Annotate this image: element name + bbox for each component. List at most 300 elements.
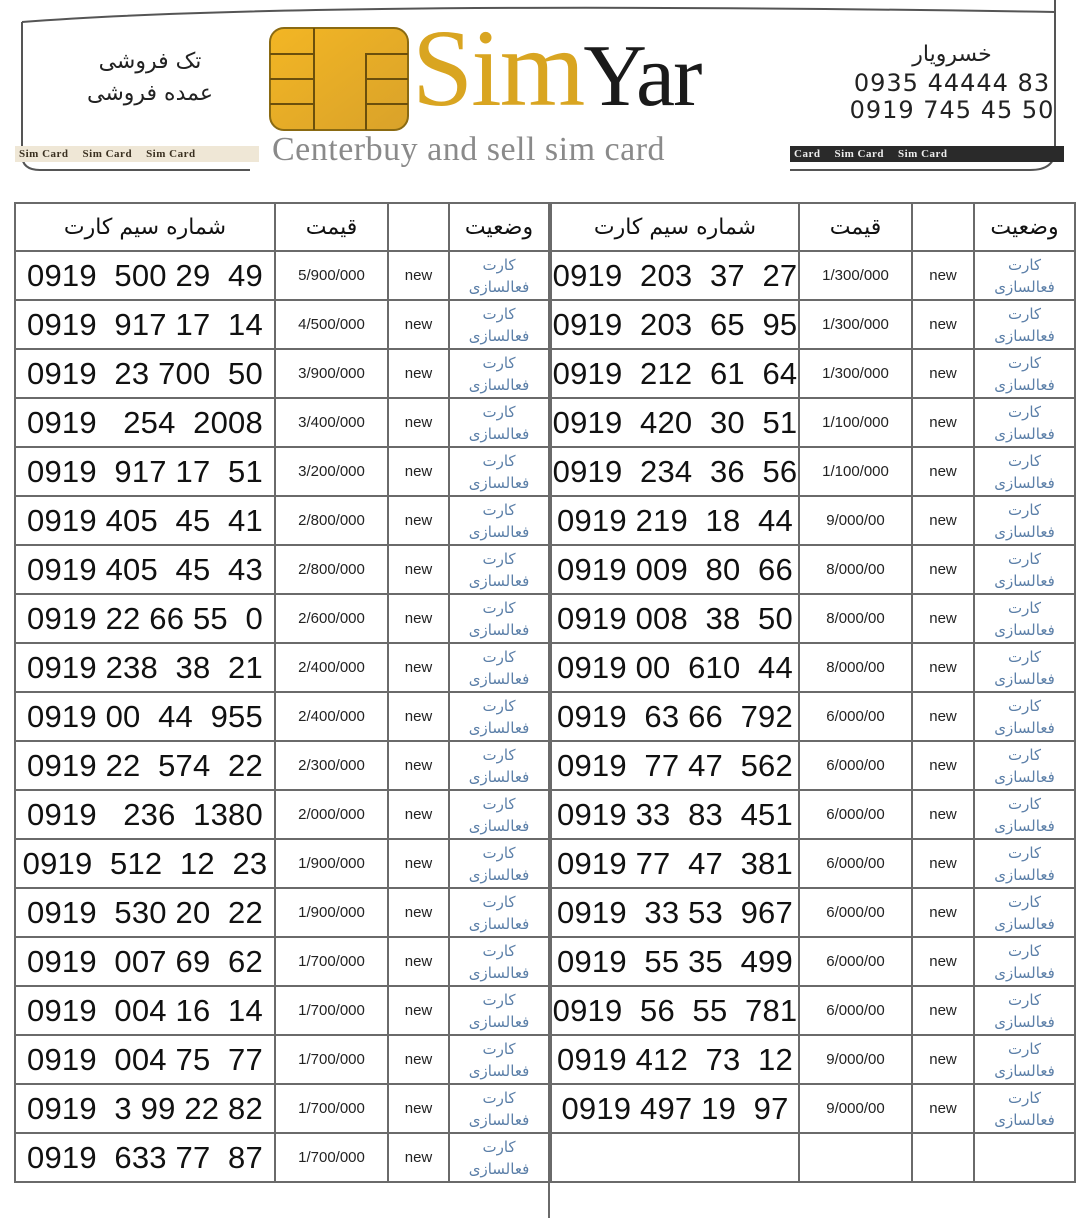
status-line-2: فعالسازی: [468, 522, 530, 541]
status-line-2: فعالسازی: [468, 718, 530, 737]
price-cell: 1/100/000: [799, 398, 912, 447]
status-cell: [449, 888, 549, 937]
condition-cell: new: [912, 986, 974, 1035]
header-condition: [388, 203, 449, 251]
price-cell: 1/700/000: [275, 1084, 388, 1133]
table-row[interactable]: [15, 1133, 549, 1182]
sim-number-cell: 0919 55 35 499: [551, 937, 799, 986]
status-line-2: فعالسازی: [994, 571, 1055, 590]
header-banner: [10, 0, 1068, 172]
sim-number-cell: 0919 22 66 55 0: [15, 594, 275, 643]
table-row[interactable]: [551, 496, 1075, 545]
status-line-2: فعالسازی: [468, 1110, 530, 1129]
right-table-body: [551, 251, 1075, 1182]
status-line-1: کارت: [482, 500, 516, 519]
table-row[interactable]: [15, 839, 549, 888]
sim-number-cell: 0919 412 73 12: [551, 1035, 799, 1084]
condition-cell: new: [388, 398, 449, 447]
condition-cell: new: [388, 1133, 449, 1182]
condition-cell: new: [388, 692, 449, 741]
table-row[interactable]: [15, 447, 549, 496]
status-line-2: فعالسازی: [468, 473, 530, 492]
sim-number-cell: 0919 420 30 51: [551, 398, 799, 447]
status-cell: [449, 643, 549, 692]
condition-cell: new: [912, 741, 974, 790]
header-number: شماره سیم کارت: [551, 203, 799, 251]
condition-cell: new: [388, 349, 449, 398]
table-row[interactable]: [551, 692, 1075, 741]
wholesale-label: عمده فروشی: [87, 81, 213, 106]
condition-cell: new: [388, 1084, 449, 1133]
status-line-1: کارت: [482, 843, 516, 862]
tagline: Centerbuy and sell sim card: [272, 131, 666, 168]
phone-2: 0919 745 45 50: [849, 96, 1055, 124]
sim-number-cell: 0919 234 36 56: [551, 447, 799, 496]
condition-cell: new: [912, 251, 974, 300]
table-row[interactable]: [551, 1133, 1075, 1182]
price-cell: 6/000/00: [799, 741, 912, 790]
table-row[interactable]: [15, 349, 549, 398]
status-cell: [449, 349, 549, 398]
table-row[interactable]: [551, 643, 1075, 692]
sim-number-cell: 0919 009 80 66: [551, 545, 799, 594]
price-cell: 2/000/000: [275, 790, 388, 839]
sim-number-cell: 0919 004 16 14: [15, 986, 275, 1035]
status-cell: [449, 594, 549, 643]
status-line-2: فعالسازی: [468, 914, 530, 933]
condition-cell: new: [912, 839, 974, 888]
price-cell: 6/000/00: [799, 937, 912, 986]
condition-cell: new: [912, 545, 974, 594]
status-line-2: فعالسازی: [468, 816, 530, 835]
status-line-2: فعالسازی: [994, 718, 1055, 737]
table-row[interactable]: [15, 937, 549, 986]
sim-number-cell: 0919 004 75 77: [15, 1035, 275, 1084]
owner-name: خسرویار: [912, 42, 992, 67]
sim-number-cell: 0919 219 18 44: [551, 496, 799, 545]
sim-number-cell: 0919 203 65 95: [551, 300, 799, 349]
price-cell: 3/400/000: [275, 398, 388, 447]
condition-cell: new: [388, 888, 449, 937]
status-line-1: کارت: [482, 402, 516, 421]
price-cell: 9/000/00: [799, 1084, 912, 1133]
strip-text: Card: [794, 148, 821, 160]
status-line-1: کارت: [482, 1088, 516, 1107]
price-cell: 2/800/000: [275, 545, 388, 594]
strip-text: Sim Card: [82, 148, 133, 160]
sim-number-cell: 0919 203 37 27: [551, 251, 799, 300]
condition-cell: new: [912, 643, 974, 692]
status-cell: [974, 545, 1075, 594]
status-line-2: فعالسازی: [468, 669, 530, 688]
price-cell: 2/400/000: [275, 692, 388, 741]
condition-cell: new: [912, 300, 974, 349]
status-line-1: کارت: [1007, 696, 1042, 715]
status-line-1: کارت: [1007, 451, 1042, 470]
condition-cell: new: [388, 251, 449, 300]
condition-cell: new: [388, 594, 449, 643]
status-cell: [449, 1084, 549, 1133]
status-line-1: کارت: [1007, 892, 1042, 911]
price-cell: 2/400/000: [275, 643, 388, 692]
condition-cell: new: [912, 692, 974, 741]
sim-number-cell: 0919 23 700 50: [15, 349, 275, 398]
price-cell: 9/000/00: [799, 496, 912, 545]
price-cell: 8/000/00: [799, 594, 912, 643]
condition-cell: new: [912, 398, 974, 447]
condition-cell: new: [912, 594, 974, 643]
sim-number-cell: 0919 405 45 43: [15, 545, 275, 594]
status-line-2: فعالسازی: [468, 767, 530, 786]
status-line-1: کارت: [1007, 941, 1042, 960]
status-cell: [449, 1133, 549, 1182]
condition-cell: new: [912, 937, 974, 986]
condition-cell: new: [912, 496, 974, 545]
price-cell: 1/700/000: [275, 937, 388, 986]
price-cell: 8/000/00: [799, 545, 912, 594]
status-line-1: کارت: [482, 1039, 516, 1058]
condition-cell: new: [388, 937, 449, 986]
status-cell: [974, 643, 1075, 692]
status-cell: [974, 790, 1075, 839]
sim-number-cell: 0919 63 66 792: [551, 692, 799, 741]
status-line-1: کارت: [482, 941, 516, 960]
status-cell: [974, 741, 1075, 790]
table-row[interactable]: [15, 1035, 549, 1084]
status-line-1: کارت: [1007, 353, 1042, 372]
price-cell: 6/000/00: [799, 986, 912, 1035]
condition-cell: new: [388, 300, 449, 349]
price-cell: 9/000/00: [799, 1035, 912, 1084]
sim-number-cell: 0919 22 574 22: [15, 741, 275, 790]
status-line-1: کارت: [1007, 990, 1042, 1009]
table-row[interactable]: [551, 741, 1075, 790]
condition-cell: new: [912, 790, 974, 839]
status-line-2: فعالسازی: [994, 473, 1055, 492]
status-line-1: کارت: [482, 990, 516, 1009]
sim-number-cell: 0919 917 17 14: [15, 300, 275, 349]
sim-number-cell: 0919 212 61 64: [551, 349, 799, 398]
table-row[interactable]: [15, 1084, 549, 1133]
status-line-1: کارت: [482, 892, 516, 911]
status-cell: [974, 1035, 1075, 1084]
status-line-2: فعالسازی: [468, 620, 530, 639]
sim-price-tables: [14, 202, 1074, 1218]
sim-number-cell: 0919 917 17 51: [15, 447, 275, 496]
sim-card-strip-left: [15, 146, 259, 162]
status-line-2: فعالسازی: [994, 963, 1055, 982]
table-row[interactable]: [551, 937, 1075, 986]
table-row[interactable]: [15, 251, 549, 300]
table-row[interactable]: [551, 1084, 1075, 1133]
table-row[interactable]: [15, 594, 549, 643]
condition-cell: new: [388, 447, 449, 496]
sim-number-cell: 0919 530 20 22: [15, 888, 275, 937]
sim-number-cell: 0919 512 12 23: [15, 839, 275, 888]
status-line-2: فعالسازی: [468, 963, 530, 982]
condition-cell: new: [912, 1084, 974, 1133]
condition-cell: new: [388, 545, 449, 594]
status-cell: [449, 741, 549, 790]
status-line-2: فعالسازی: [994, 816, 1055, 835]
status-line-2: فعالسازی: [468, 571, 530, 590]
price-cell: 1/100/000: [799, 447, 912, 496]
sim-number-cell: 0919 77 47 562: [551, 741, 799, 790]
status-line-2: فعالسازی: [994, 914, 1055, 933]
price-cell: 8/000/00: [799, 643, 912, 692]
sim-number-cell: 0919 405 45 41: [15, 496, 275, 545]
price-cell: 1/700/000: [275, 1133, 388, 1182]
status-line-1: کارت: [1007, 598, 1042, 617]
status-cell: [974, 986, 1075, 1035]
price-cell: 1/900/000: [275, 839, 388, 888]
price-cell: 1/300/000: [799, 300, 912, 349]
price-cell: 1/700/000: [275, 986, 388, 1035]
status-line-1: کارت: [482, 549, 516, 568]
table-row[interactable]: [551, 839, 1075, 888]
sim-number-cell: 0919 33 53 967: [551, 888, 799, 937]
sim-number-cell: 0919 77 47 381: [551, 839, 799, 888]
sim-card-strip-right: [790, 146, 1064, 162]
status-cell: [974, 398, 1075, 447]
price-cell: 1/900/000: [275, 888, 388, 937]
table-row[interactable]: [15, 545, 549, 594]
price-cell: 2/800/000: [275, 496, 388, 545]
retail-label: تک فروشی: [98, 49, 202, 74]
status-line-2: فعالسازی: [994, 1012, 1055, 1031]
status-cell: [449, 251, 549, 300]
status-line-2: فعالسازی: [994, 277, 1055, 296]
left-table-body: [15, 251, 549, 1182]
price-cell: 6/000/00: [799, 839, 912, 888]
status-cell: [449, 790, 549, 839]
status-line-2: فعالسازی: [994, 767, 1055, 786]
status-line-1: کارت: [482, 745, 516, 764]
price-cell: [799, 1133, 912, 1182]
status-line-1: کارت: [482, 598, 516, 617]
header-status: وضعیت: [449, 203, 549, 251]
status-cell: [449, 986, 549, 1035]
status-line-2: فعالسازی: [994, 620, 1055, 639]
status-cell: [449, 839, 549, 888]
status-cell: [974, 888, 1075, 937]
table-row[interactable]: [15, 741, 549, 790]
price-cell: 5/900/000: [275, 251, 388, 300]
status-line-2: فعالسازی: [994, 1061, 1055, 1080]
logo-yar: Yar: [583, 28, 701, 125]
status-line-1: کارت: [1007, 304, 1042, 323]
table-row[interactable]: [15, 300, 549, 349]
status-cell: [974, 251, 1075, 300]
status-line-1: کارت: [482, 304, 516, 323]
status-line-1: کارت: [1007, 500, 1042, 519]
status-line-2: فعالسازی: [994, 424, 1055, 443]
status-line-1: کارت: [482, 451, 516, 470]
price-cell: 1/300/000: [799, 349, 912, 398]
sim-number-cell: 0919 00 44 955: [15, 692, 275, 741]
status-line-2: فعالسازی: [468, 1012, 530, 1031]
table-row[interactable]: [551, 888, 1075, 937]
price-cell: 4/500/000: [275, 300, 388, 349]
price-cell: 6/000/00: [799, 790, 912, 839]
status-cell: [974, 496, 1075, 545]
table-row[interactable]: [551, 594, 1075, 643]
header-price: قیمت: [275, 203, 388, 251]
condition-cell: new: [388, 496, 449, 545]
condition-cell: new: [388, 741, 449, 790]
status-line-2: فعالسازی: [468, 326, 530, 345]
table-row[interactable]: [551, 790, 1075, 839]
status-cell: [974, 1133, 1075, 1182]
status-line-2: فعالسازی: [468, 865, 530, 884]
sim-number-cell: 0919 633 77 87: [15, 1133, 275, 1182]
status-cell: [974, 447, 1075, 496]
right-sim-table: [550, 202, 1076, 1183]
sim-number-cell: [551, 1133, 799, 1182]
table-row[interactable]: [551, 300, 1075, 349]
price-cell: 2/600/000: [275, 594, 388, 643]
header-condition: [912, 203, 974, 251]
strip-text: Sim Card: [19, 148, 69, 160]
condition-cell: new: [388, 839, 449, 888]
table-row[interactable]: [551, 349, 1075, 398]
table-row[interactable]: [551, 447, 1075, 496]
table-row[interactable]: [15, 643, 549, 692]
status-line-1: کارت: [482, 647, 516, 666]
status-cell: [449, 545, 549, 594]
status-line-1: کارت: [1007, 843, 1042, 862]
status-line-2: فعالسازی: [468, 375, 530, 394]
status-line-2: فعالسازی: [468, 424, 530, 443]
sim-number-cell: 0919 3 99 22 82: [15, 1084, 275, 1133]
price-cell: 3/900/000: [275, 349, 388, 398]
price-cell: 1/700/000: [275, 1035, 388, 1084]
status-cell: [449, 496, 549, 545]
price-cell: 6/000/00: [799, 692, 912, 741]
table-row[interactable]: [15, 986, 549, 1035]
condition-cell: new: [912, 888, 974, 937]
table-row[interactable]: [15, 888, 549, 937]
status-cell: [974, 839, 1075, 888]
sim-number-cell: 0919 00 610 44: [551, 643, 799, 692]
logo-sim: Sim: [412, 7, 584, 129]
status-line-2: فعالسازی: [994, 669, 1055, 688]
phone-1: 0935 44444 83: [853, 69, 1051, 97]
condition-cell: new: [388, 790, 449, 839]
status-line-1: کارت: [482, 255, 516, 274]
status-line-2: فعالسازی: [468, 1061, 530, 1080]
price-cell: 3/200/000: [275, 447, 388, 496]
status-cell: [974, 349, 1075, 398]
status-line-1: کارت: [482, 353, 516, 372]
table-row[interactable]: [15, 398, 549, 447]
status-cell: [449, 447, 549, 496]
simyar-logo: [412, 8, 700, 137]
table-header-row: [15, 203, 549, 251]
condition-cell: new: [388, 643, 449, 692]
table-row[interactable]: [551, 986, 1075, 1035]
left-sim-table: [14, 202, 550, 1183]
status-cell: [449, 937, 549, 986]
status-cell: [449, 300, 549, 349]
status-line-2: فعالسازی: [994, 865, 1055, 884]
header-number: شماره سیم کارت: [15, 203, 275, 251]
status-cell: [974, 692, 1075, 741]
sim-chip-icon: [268, 26, 410, 132]
status-cell: [974, 937, 1075, 986]
sim-number-cell: 0919 56 55 781: [551, 986, 799, 1035]
header-status: وضعیت: [974, 203, 1075, 251]
status-line-1: کارت: [1007, 402, 1042, 421]
status-cell: [974, 1084, 1075, 1133]
status-cell: [974, 300, 1075, 349]
condition-cell: new: [912, 349, 974, 398]
price-cell: 2/300/000: [275, 741, 388, 790]
status-line-2: فعالسازی: [994, 326, 1055, 345]
sim-number-cell: 0919 33 83 451: [551, 790, 799, 839]
table-row[interactable]: [15, 692, 549, 741]
status-line-1: کارت: [1007, 794, 1042, 813]
condition-cell: new: [388, 1035, 449, 1084]
status-line-1: کارت: [1007, 745, 1042, 764]
table-row[interactable]: [551, 545, 1075, 594]
status-line-2: فعالسازی: [994, 375, 1055, 394]
status-line-2: فعالسازی: [468, 277, 530, 296]
condition-cell: new: [912, 447, 974, 496]
sim-number-cell: 0919 500 29 49: [15, 251, 275, 300]
table-row[interactable]: [15, 790, 549, 839]
header-price: قیمت: [799, 203, 912, 251]
status-line-1: کارت: [1007, 647, 1042, 666]
condition-cell: new: [912, 1035, 974, 1084]
status-line-1: کارت: [1007, 1088, 1042, 1107]
table-row[interactable]: [551, 251, 1075, 300]
table-row[interactable]: [551, 398, 1075, 447]
status-line-2: فعالسازی: [994, 522, 1055, 541]
sim-number-cell: 0919 238 38 21: [15, 643, 275, 692]
status-cell: [449, 692, 549, 741]
strip-text: Sim Card: [146, 148, 196, 160]
table-row[interactable]: [15, 496, 549, 545]
contact-block: [836, 40, 1068, 124]
sim-number-cell: 0919 254 2008: [15, 398, 275, 447]
status-cell: [974, 594, 1075, 643]
sim-number-cell: 0919 007 69 62: [15, 937, 275, 986]
condition-cell: new: [388, 986, 449, 1035]
strip-text: Sim Card: [897, 148, 948, 160]
price-cell: 6/000/00: [799, 888, 912, 937]
sim-number-cell: 0919 236 1380: [15, 790, 275, 839]
status-line-1: کارت: [482, 794, 516, 813]
sim-number-cell: 0919 008 38 50: [551, 594, 799, 643]
status-line-1: کارت: [1007, 549, 1042, 568]
price-cell: 1/300/000: [799, 251, 912, 300]
status-line-2: فعالسازی: [994, 1110, 1055, 1129]
status-cell: [449, 398, 549, 447]
sim-number-cell: 0919 497 19 97: [551, 1084, 799, 1133]
status-line-1: کارت: [482, 696, 516, 715]
status-cell: [449, 1035, 549, 1084]
strip-text: Sim Card: [834, 148, 884, 160]
condition-cell: [912, 1133, 974, 1182]
status-line-1: کارت: [1007, 1039, 1042, 1058]
status-line-2: فعالسازی: [468, 1159, 530, 1178]
sales-type-block: [50, 46, 250, 110]
status-line-1: کارت: [482, 1137, 516, 1156]
table-header-row: [551, 203, 1075, 251]
status-line-1: کارت: [1007, 255, 1042, 274]
table-row[interactable]: [551, 1035, 1075, 1084]
